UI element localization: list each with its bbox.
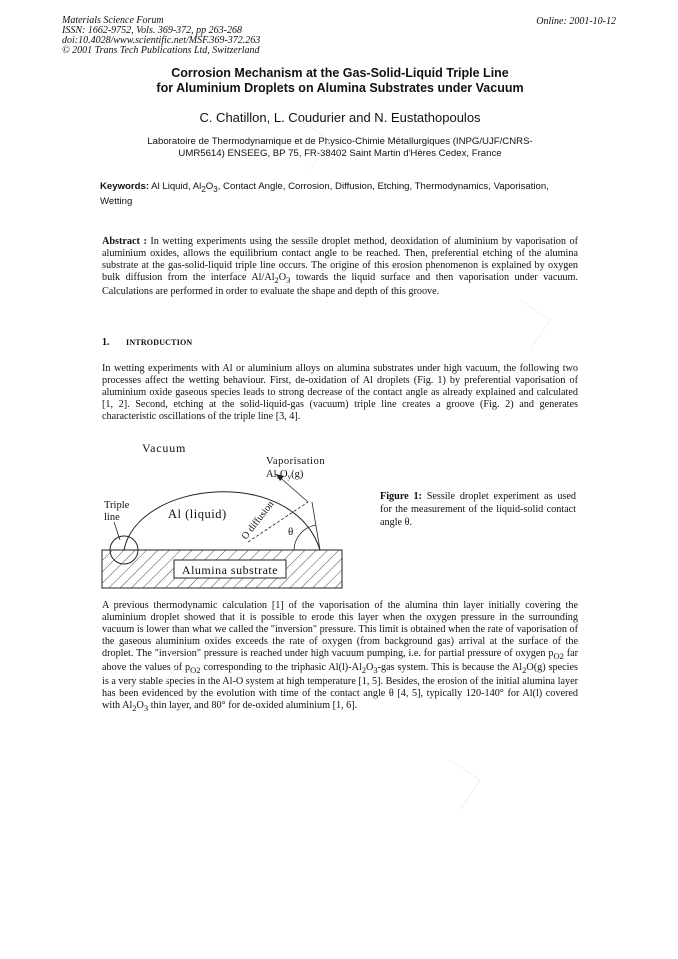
abstract bbox=[102, 236, 578, 298]
journal-name: Materials Science Forum bbox=[62, 15, 164, 26]
keywords-text-c: , Contact Angle, Corrosion, Diffusion, Etching, Thermodynamics, Vaporisation, Wetting bbox=[100, 181, 549, 207]
abstract-text-b: O bbox=[278, 272, 287, 283]
section-heading bbox=[102, 337, 192, 348]
keywords-text-b: O bbox=[205, 181, 214, 192]
affiliation-line-1: Laboratoire de Thermodynamique et de Physico-Chimie Métallurgiques (INPG/UJF/CNRS- bbox=[147, 136, 533, 147]
section-name: INTRODUCTION bbox=[126, 338, 193, 347]
keywords bbox=[100, 181, 580, 208]
vacuum-label: Vacuum bbox=[142, 441, 187, 455]
authors: C. Chatillon, L. Coudurier and N. Eustathopoulos bbox=[199, 110, 481, 125]
keywords-sub-2: 3 bbox=[213, 184, 218, 194]
theta-label: θ bbox=[288, 526, 294, 538]
abstract-text-a: In wetting experiments using the sessile droplet method, deoxidation of aluminium by vaporisation of aluminium oxides, allows the equilibrium contact angle to be reached. Then, preferential etching of the alumina substrate at the gas-solid-liquid triple line occurs. The origine of this erosion phenomenon is explained by oxygen bulk diffusion from the interface Al/Al bbox=[102, 236, 578, 283]
affiliation bbox=[100, 136, 580, 160]
substrate-label: Alumina substrate bbox=[181, 563, 279, 577]
vaporisation-label: Vaporisation bbox=[266, 456, 326, 467]
issn: ISSN: 1662-9752, Vols. 369-372, pp 263-268 bbox=[62, 25, 242, 36]
caption-text: Sessile droplet experiment as used for the measurement of the liquid-solid contact angle θ. bbox=[380, 491, 576, 528]
sessile-droplet-diagram bbox=[98, 440, 348, 590]
abstract-sub-2: 3 bbox=[286, 275, 291, 286]
angle-arc bbox=[294, 525, 316, 550]
abstract-label: Abstract : bbox=[102, 236, 147, 247]
section-number: 1. bbox=[102, 337, 110, 348]
intro-paragraph: In wetting experiments with Al or aluminium alloys on alumina substrates under high vacuum, the following two processes affect the wetting behaviour. First, de-oxidation of Al droplets (Fig. 1) by preferential vaporisation of aluminium oxide gaseous species leads to strong decrease of the contact angle as already explained and calculated [1, 2]. Second, etching at the solid-liquid-gas (vacuum) triple line creates a groove (Fig. 2) and generates characteristic oscillations of the triple line [3, 4]. bbox=[102, 363, 578, 422]
species-label: AlxOy(g) bbox=[266, 469, 304, 481]
tangent-line bbox=[312, 502, 320, 550]
paper-title bbox=[60, 66, 620, 96]
abstract-text-c: towards the liquid surface and then vaporisation under vacuum. Calculations are performed in order to evaluate the shape and depth of this groove. bbox=[102, 272, 579, 298]
title-line-1: Corrosion Mechanism at the Gas-Solid-Liquid Triple Line bbox=[171, 66, 509, 80]
diffusion-label: O diffusion bbox=[239, 499, 277, 542]
keywords-text-a: Al Liquid, Al bbox=[149, 181, 202, 192]
triple-line-label-2: line bbox=[104, 512, 120, 523]
keywords-sub-1: 2 bbox=[201, 184, 206, 194]
triple-line-label-1: Triple bbox=[104, 500, 130, 511]
title-line-2: for Aluminium Droplets on Alumina Substrates under Vacuum bbox=[156, 81, 524, 95]
liquid-label: Al (liquid) bbox=[168, 507, 227, 521]
doi-link[interactable]: doi:10.4028/www.scientific.net/MSF.369-372.263 bbox=[62, 35, 261, 46]
caption-label: Figure 1: bbox=[380, 491, 422, 502]
online-date: Online: 2001-10-12 bbox=[536, 16, 616, 27]
abstract-sub-1: 2 bbox=[274, 275, 279, 286]
triple-line-pointer bbox=[114, 522, 120, 540]
copyright: © 2001 Trans Tech Publications Ltd, Switzerland bbox=[62, 45, 260, 56]
figure-caption bbox=[380, 490, 576, 529]
paragraph-2: A previous thermodynamic calculation [1] of the vaporisation of the alumina thin layer initially covering the aluminium droplet showed that it is possible to erode this layer when the oxygen pressure in the surrounding vacuum is lower than what we called the "inversion" pressure. This limit is obtained when the rate of vaporisation of the gaseous aluminium oxides exceeds the rate of oxygen (from background gas) arrival at the surface of the droplet. The "inversion" pressure is reached under high vacuum pumping, i.e. for partial pressure of oxygen $p_{O2}$ far above the values of $p_{O2}$ corresponding to the triphasic $Al(l)-Al_2O_3$-gas system. This is because the $Al_2O(g)$ species is a very stable species in the Al-O system at high temperature [1, 5]. Besides, the erosion of the initial alumina layer has been evidenced by the evolution with time of the contact angle θ [4, 5], typically 120-140° for Al(l) covered with $Al_2O_3$ thin layer, and 80° for de-oxided aluminium [1, 6]. bbox=[102, 600, 578, 714]
journal-header bbox=[62, 16, 260, 56]
affiliation-line-2: UMR5614) ENSEEG, BP 75, FR-38402 Saint Martin d'Hères Cedex, France bbox=[178, 148, 502, 159]
figure-1 bbox=[98, 440, 348, 590]
keywords-label: Keywords: bbox=[100, 181, 150, 192]
